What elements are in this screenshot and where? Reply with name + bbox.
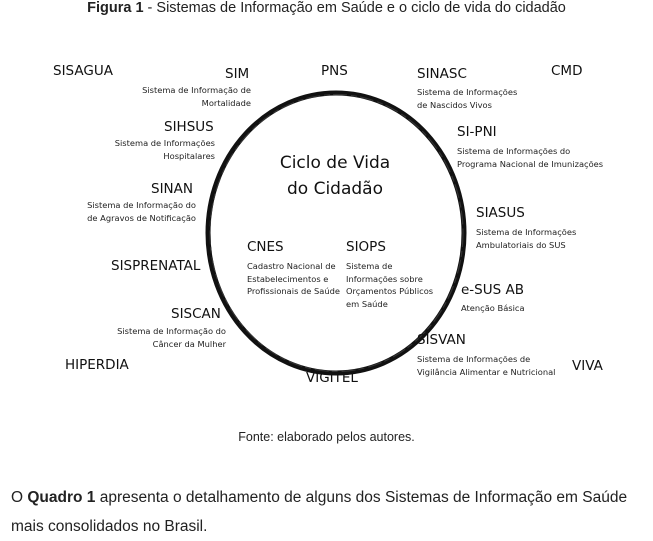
node-sinan: SINAN <box>151 181 193 197</box>
node-vigitel: VIGITEL <box>306 370 358 386</box>
paragraph-line1-rest: apresenta o detalhamento de alguns dos Sistemas de Informação em Saúde <box>95 489 628 506</box>
body-paragraph <box>11 483 651 541</box>
figure-caption-label: Figura 1 <box>87 0 144 16</box>
node-cnes: CNES <box>247 239 284 255</box>
node-cmd: CMD <box>551 63 583 79</box>
node-sipni-desc: Sistema de Informações do Programa Nacional de Imunizações <box>457 146 604 169</box>
node-siasus: SIASUS <box>476 205 525 221</box>
node-siops: SIOPS <box>346 239 386 255</box>
node-sisprenatal: SISPRENATAL <box>111 258 201 274</box>
node-sinan-desc: Sistema de Informação do de Agravos de Notificação <box>87 200 196 223</box>
node-sisvan: SISVAN <box>417 332 466 348</box>
node-pns: PNS <box>321 63 348 79</box>
node-siscan-desc: Sistema de Informação do Câncer da Mulher <box>117 326 226 349</box>
node-sisvan-desc: Sistema de Informações de Vigilância Alimentar e Nutricional <box>417 354 556 377</box>
node-sinasc: SINASC <box>417 66 467 82</box>
figure-source: Fonte: elaborado pelos autores. <box>238 430 415 444</box>
node-sisagua: SISAGUA <box>53 63 113 79</box>
node-sinasc-desc: Sistema de Informações de Nascidos Vivos <box>417 87 518 110</box>
node-cnes-desc: Cadastro Nacional de Estabelecimentos e Profissionais de Saúde <box>247 261 341 296</box>
node-sihsus: SIHSUS <box>164 119 214 135</box>
node-sim-desc: Sistema de Informação de Mortalidade <box>142 85 251 108</box>
node-sim: SIM <box>225 66 250 82</box>
paragraph-line2: mais consolidados no Brasil. <box>11 518 208 535</box>
node-sipni: SI-PNI <box>457 124 497 140</box>
node-siasus-desc: Sistema de Informações Ambulatoriais do SUS <box>476 227 577 250</box>
node-esus: e-SUS AB <box>461 282 524 298</box>
paragraph-quadro-ref: Quadro 1 <box>27 489 96 506</box>
node-esus-desc: Atenção Básica <box>461 303 525 313</box>
center-title: Ciclo de Vida do Cidadão <box>279 153 391 199</box>
figure-caption-text: - Sistemas de Informação em Saúde e o ciclo de vida do cidadão <box>143 0 566 16</box>
paragraph-pre: O <box>11 489 28 506</box>
node-siops-desc: Sistema de Informações sobre Orçamentos Públicos em Saúde <box>346 261 434 309</box>
node-siscan: SISCAN <box>171 306 221 322</box>
node-hiperdia: HIPERDIA <box>65 357 129 373</box>
node-sihsus-desc: Sistema de Informações Hospitalares <box>114 138 215 161</box>
node-viva: VIVA <box>572 358 603 374</box>
